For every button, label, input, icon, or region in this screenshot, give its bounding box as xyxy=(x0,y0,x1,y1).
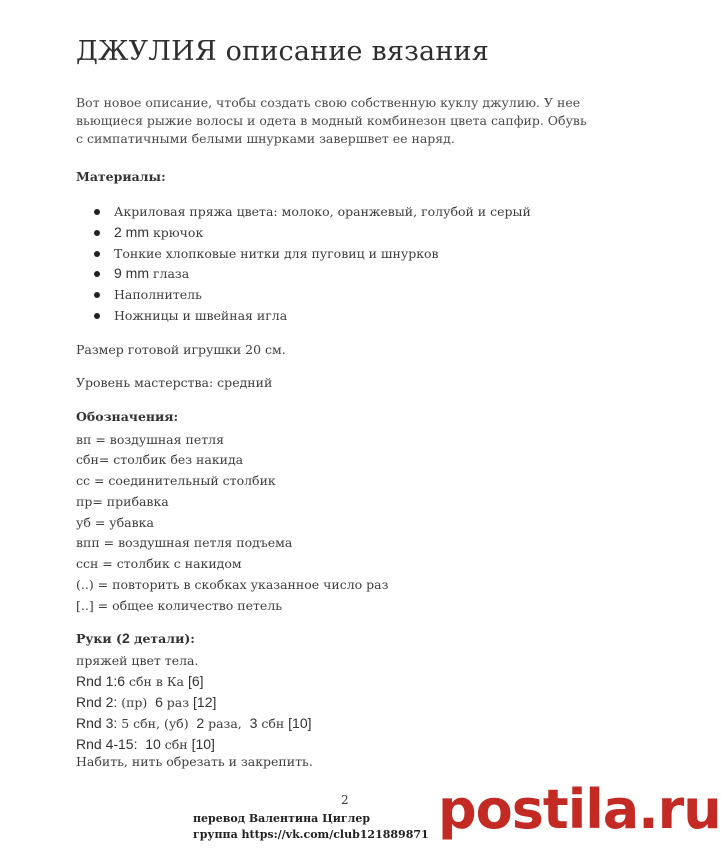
round-part: 3 xyxy=(245,715,262,731)
round-part: 2 xyxy=(188,715,209,731)
legend-item: впп = воздушная петля подъема xyxy=(76,535,293,550)
round-row xyxy=(76,692,216,711)
round-label: Rnd 3: xyxy=(76,715,118,731)
legend-heading: Обозначения: xyxy=(76,409,179,424)
materials-list xyxy=(76,201,531,326)
legend-item: вп = воздушная петля xyxy=(76,432,224,447)
round-label: Rnd 4-15: xyxy=(76,736,138,752)
round-part: (пр) xyxy=(117,695,148,710)
round-part: раз xyxy=(166,695,194,710)
arms-finish-note: Набить, нить обрезать и закрепить. xyxy=(76,754,313,769)
list-item: Ножницы и швейная игла xyxy=(76,305,531,326)
legend-item: уб = убавка xyxy=(76,515,154,530)
round-part: сбн xyxy=(164,737,192,752)
legend-item: пр= прибавка xyxy=(76,494,169,509)
round-part: [6] xyxy=(187,673,204,689)
round-part: 6 xyxy=(147,694,167,710)
round-row xyxy=(76,671,204,690)
legend-item: сбн= столбик без накида xyxy=(76,452,244,467)
postila-watermark-logo: postila.ru xyxy=(438,778,721,841)
list-item: Акриловая пряжа цвета: молоко, оранжевый, голубой и серый xyxy=(76,201,531,222)
round-part: 6 xyxy=(117,673,126,689)
list-item: 9 mm глаза xyxy=(76,263,531,284)
legend-item: ссн = столбик с накидом xyxy=(76,556,242,571)
round-part: сбн в Ка xyxy=(125,674,188,689)
arms-yarn-note: пряжей цвет тела. xyxy=(76,653,199,668)
list-item: Тонкие хлопковые нитки для пуговиц и шнурков xyxy=(76,243,531,264)
skill-level: Уровень мастерства: средний xyxy=(76,375,273,390)
round-part: раза, xyxy=(208,716,246,731)
list-item: 2 mm крючок xyxy=(76,222,531,243)
round-row xyxy=(76,734,215,753)
round-label: Rnd 2: xyxy=(76,694,118,710)
round-row xyxy=(76,713,312,732)
round-part: сбн xyxy=(261,716,289,731)
list-item: Наполнитель xyxy=(76,284,531,305)
round-label: Rnd 1: xyxy=(76,673,118,689)
round-part: [10] xyxy=(191,736,215,752)
round-part: 10 xyxy=(137,736,165,752)
legend-item: (..) = повторить в скобках указанное число раз xyxy=(76,577,389,592)
round-part: [12] xyxy=(193,694,217,710)
round-part: 5 сбн, (уб) xyxy=(117,716,189,731)
materials-heading: Материалы: xyxy=(76,169,166,184)
page-title: ДЖУЛИЯ описание вязания xyxy=(76,36,489,67)
arms-heading: Руки (2 детали): xyxy=(76,630,195,646)
legend-item: сс = соединительный столбик xyxy=(76,473,276,488)
intro-paragraph: Вот новое описание, чтобы создать свою собственную куклу джулию. У нее вьющиеся рыжие волосы и одета в модный комбинезон цвета сапфир. Обувь с симпатичными белыми шнурками завершвет ее наряд. xyxy=(76,95,587,146)
legend-item: [..] = общее количество петель xyxy=(76,598,283,613)
round-part: [10] xyxy=(288,715,312,731)
translator-credit: перевод Валентина Циглер xyxy=(193,812,371,825)
page-number: 2 xyxy=(341,793,349,807)
toy-size: Размер готовой игрушки 20 см. xyxy=(76,342,286,357)
group-link[interactable]: группа https://vk.com/club121889871 xyxy=(193,828,429,841)
